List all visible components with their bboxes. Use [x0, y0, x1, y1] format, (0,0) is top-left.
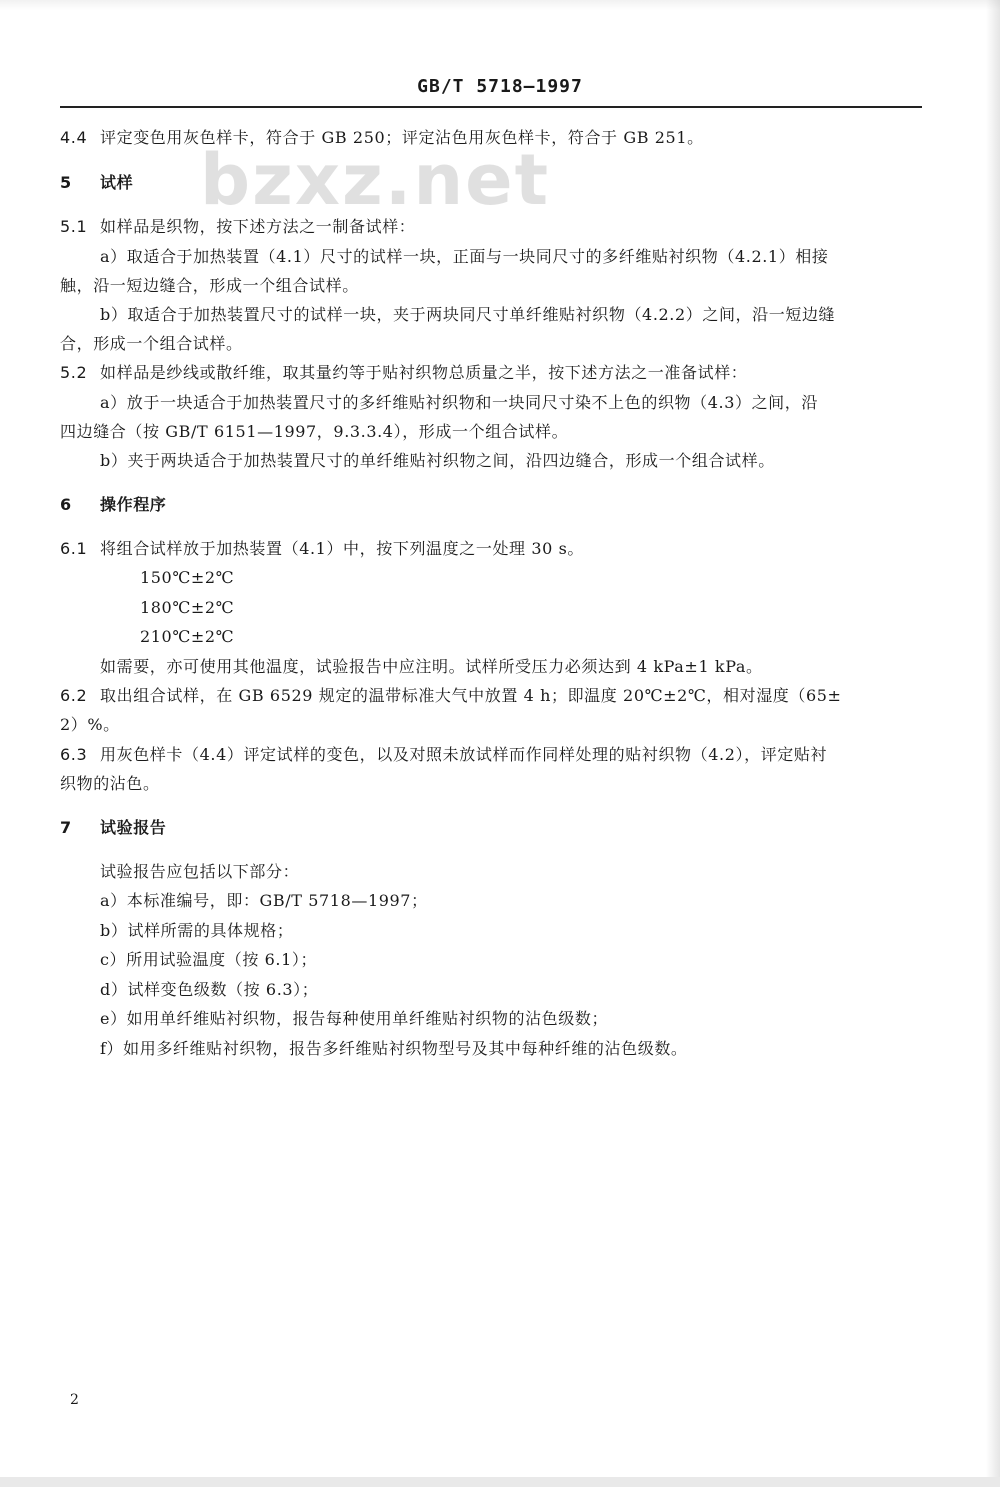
clause-5-2-a-line1: a）放于一块适合于加热装置尺寸的多纤维贴衬织物和一块同尺寸染不上色的织物（4.3）之间，沿	[100, 393, 818, 412]
clause-6-3-line2: 织物的沾色。	[60, 774, 160, 793]
clause-5-2	[60, 362, 747, 384]
clause-text: 取出组合试样，在 GB 6529 规定的温带标准大气中放置 4 h；即温度 20℃±2℃，相对湿度（65±	[100, 686, 842, 705]
clause-text: 如样品是织物，按下述方法之一制备试样：	[100, 217, 416, 236]
report-item-f: f）如用多纤维贴衬织物，报告多纤维贴衬织物型号及其中每种纤维的沾色级数。	[100, 1039, 688, 1058]
clause-6-2-line1	[60, 685, 842, 707]
clause-text: 如样品是纱线或散纤维，取其量约等于贴衬织物总质量之半，按下述方法之一准备试样：	[100, 363, 748, 382]
temperature-option-180: 180℃±2℃	[140, 598, 235, 617]
clause-text: 将组合试样放于加热装置（4.1）中，按下列温度之一处理 30 s。	[100, 539, 584, 558]
section-title: 试验报告	[100, 818, 167, 837]
clause-text: 用灰色样卡（4.4）评定试样的变色，以及对照未放试样而作同样处理的贴衬织物（4.2），评定贴衬	[100, 745, 828, 764]
section-6-heading	[60, 494, 166, 516]
report-item-b: b）试样所需的具体规格；	[100, 921, 294, 940]
temperature-option-150: 150℃±2℃	[140, 568, 235, 587]
clause-number: 6.3	[60, 745, 88, 764]
section-5-heading	[60, 172, 133, 194]
clause-5-1-a-line1: a）取适合于加热装置（4.1）尺寸的试样一块，正面与一块同尺寸的多纤维贴衬织物（4.2.1）相接	[100, 247, 829, 266]
clause-number: 4.4	[60, 128, 88, 147]
scan-top-shadow	[0, 0, 1000, 10]
clause-6-1	[60, 538, 584, 560]
clause-number: 5.2	[60, 363, 88, 382]
report-item-e: e）如用单纤维贴衬织物，报告每种使用单纤维贴衬织物的沾色级数；	[100, 1009, 609, 1028]
report-item-c: c）所用试验温度（按 6.1）；	[100, 950, 318, 969]
report-item-a: a）本标准编号，即：GB/T 5718—1997；	[100, 891, 428, 910]
page-number: 2	[70, 1392, 79, 1408]
clause-5-1-b-line2: 合，形成一个组合试样。	[60, 334, 243, 353]
report-item-d: d）试样变色级数（按 6.3）；	[100, 980, 319, 999]
section-7-heading	[60, 817, 166, 839]
temperature-option-210: 210℃±2℃	[140, 627, 235, 646]
header-standard-number: GB/T 5718—1997	[417, 76, 583, 97]
clause-number: 6.1	[60, 539, 88, 558]
section-title: 操作程序	[100, 495, 167, 514]
clause-5-1-a-line2: 触，沿一短边缝合，形成一个组合试样。	[60, 276, 359, 295]
report-intro: 试验报告应包括以下部分：	[100, 862, 300, 881]
clause-number: 5.1	[60, 217, 88, 236]
clause-4-4	[60, 127, 704, 149]
clause-5-1-b-line1: b）取适合于加热装置尺寸的试样一块，夹于两块同尺寸单纤维贴衬织物（4.2.2）之间，沿一短边缝	[100, 305, 836, 324]
clause-5-2-b: b）夹于两块适合于加热装置尺寸的单纤维贴衬织物之间，沿四边缝合，形成一个组合试样。	[100, 451, 775, 470]
clause-6-2-line2: 2）%。	[60, 715, 120, 734]
header-rule	[60, 106, 922, 108]
clause-number: 6.2	[60, 686, 88, 705]
clause-6-3-line1	[60, 744, 827, 766]
clause-6-1-note: 如需要，亦可使用其他温度，试验报告中应注明。试样所受压力必须达到 4 kPa±1 kPa。	[100, 657, 763, 676]
section-title: 试样	[100, 173, 134, 192]
section-number: 6	[60, 495, 72, 514]
scan-right-shadow	[986, 0, 1000, 1487]
clause-5-1	[60, 216, 415, 238]
scan-bottom-strip	[0, 1477, 1000, 1487]
section-number: 7	[60, 818, 72, 837]
clause-text: 评定变色用灰色样卡，符合于 GB 250；评定沾色用灰色样卡，符合于 GB 251。	[100, 128, 704, 147]
clause-5-2-a-line2: 四边缝合（按 GB/T 6151—1997，9.3.3.4），形成一个组合试样。	[60, 422, 569, 441]
watermark-logo: bzxz.net	[200, 139, 551, 221]
section-number: 5	[60, 173, 72, 192]
